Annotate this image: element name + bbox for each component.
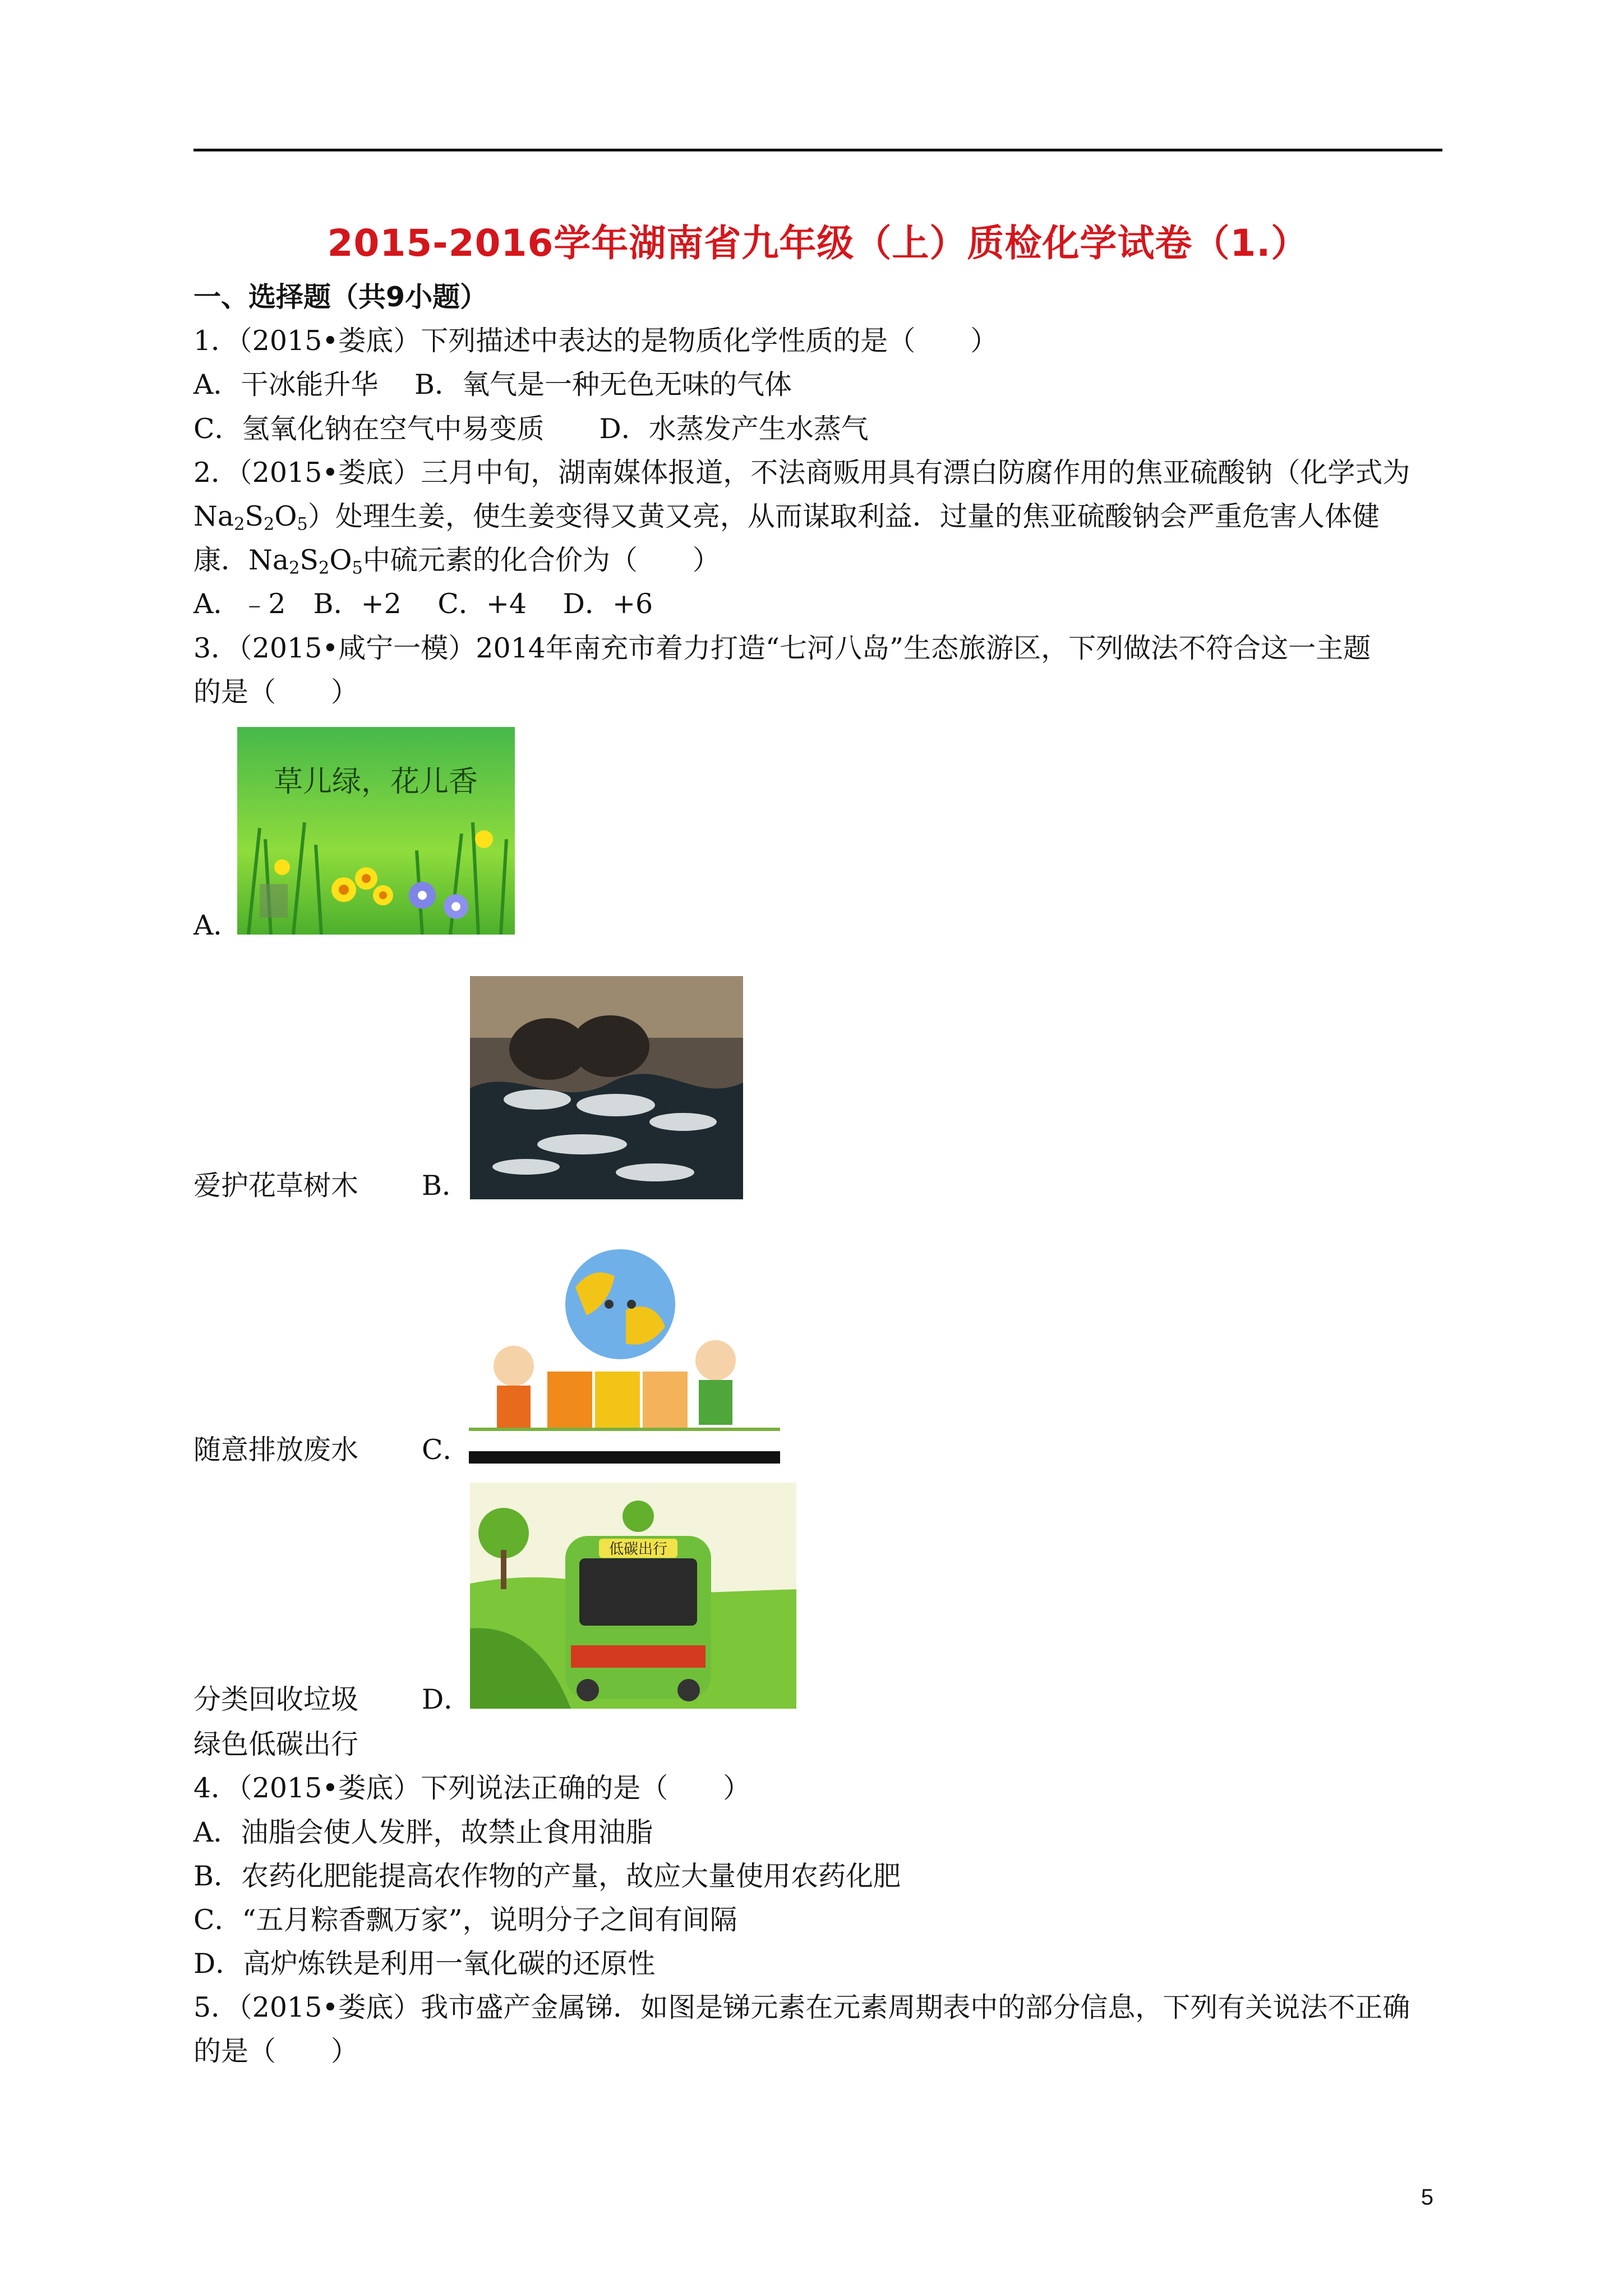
q2-options: A．﹣2 B．+2 C．+4 D．+6 <box>193 588 653 620</box>
page-title: 2015-2016学年湖南省九年级（上）质检化学试卷（1.） <box>327 222 1309 265</box>
q5-line-1: 5．（2015•娄底）我市盛产金属锑．如图是锑元素在元素周期表中的部分信息，下列有关说法不正确 <box>193 1991 1410 2023</box>
q1-stem: 1．（2015•娄底）下列描述中表达的是物质化学性质的是（ ） <box>193 325 998 357</box>
waste-water-image <box>470 976 743 1199</box>
q1-options-cd: C．氢氧化钠在空气中易变质 D．水蒸发产生水蒸气 <box>193 413 869 445</box>
q5-line-2: 的是（ ） <box>193 2035 359 2067</box>
image-a-caption: 草儿绿，花儿香 <box>273 765 478 799</box>
q1-options-ab: A．干冰能升华 B．氧气是一种无色无味的气体 <box>193 369 792 401</box>
q4-stem: 4．（2015•娄底）下列说法正确的是（ ） <box>193 1772 751 1804</box>
page-number: 5 <box>1421 2185 1433 2210</box>
grass-flowers-image <box>237 727 515 935</box>
q3-line-2: 的是（ ） <box>193 676 359 708</box>
q3-option-c-label: 分类回收垃圾 <box>193 1683 359 1715</box>
q3-option-c-letter: C． <box>422 1434 471 1466</box>
q2-line-1: 2．（2015•娄底）三月中旬，湖南媒体报道，不法商贩用具有漂白防腐作用的焦亚硫酸钠（化学式为 <box>193 457 1410 489</box>
q3-option-a-letter: A． <box>193 909 241 941</box>
q3-line-1: 3．（2015•咸宁一模）2014年南充市着力打造“七河八岛”生态旅游区，下列做法不符合这一主题 <box>193 632 1371 664</box>
q4-option-d: D．高炉炼铁是利用一氧化碳的还原性 <box>193 1948 656 1980</box>
q2-line-3: 康．$Na_2S_2O_5$中硫元素的化合价为（ ） <box>193 544 720 578</box>
header-rule <box>193 149 1442 151</box>
q4-option-c: C．“五月粽香飘万家”，说明分子之间有间隔 <box>193 1904 737 1936</box>
green-bus-image <box>470 1483 796 1709</box>
q3-option-b-letter: B． <box>422 1170 470 1202</box>
garbage-sorting-image <box>469 1243 780 1464</box>
q3-option-d-label: 绿色低碳出行 <box>193 1728 359 1760</box>
q3-option-a-label: 爱护花草树木 <box>193 1170 359 1202</box>
bus-sign-text: 低碳出行 <box>608 1541 668 1558</box>
q3-option-b-label: 随意排放废水 <box>193 1434 359 1466</box>
q4-option-b: B．农药化肥能提高农作物的产量，故应大量使用农药化肥 <box>193 1860 901 1892</box>
section-heading: 一、选择题（共9小题） <box>193 281 488 313</box>
q4-option-a: A．油脂会使人发胖，故禁止食用油脂 <box>193 1816 653 1848</box>
q3-option-d-letter: D． <box>422 1683 472 1715</box>
q2-line-2: $Na_2S_2O_5$）处理生姜，使生姜变得又黄又亮，从而谋取利益．过量的焦亚硫酸钠会严重危害人体健 <box>193 500 1380 535</box>
